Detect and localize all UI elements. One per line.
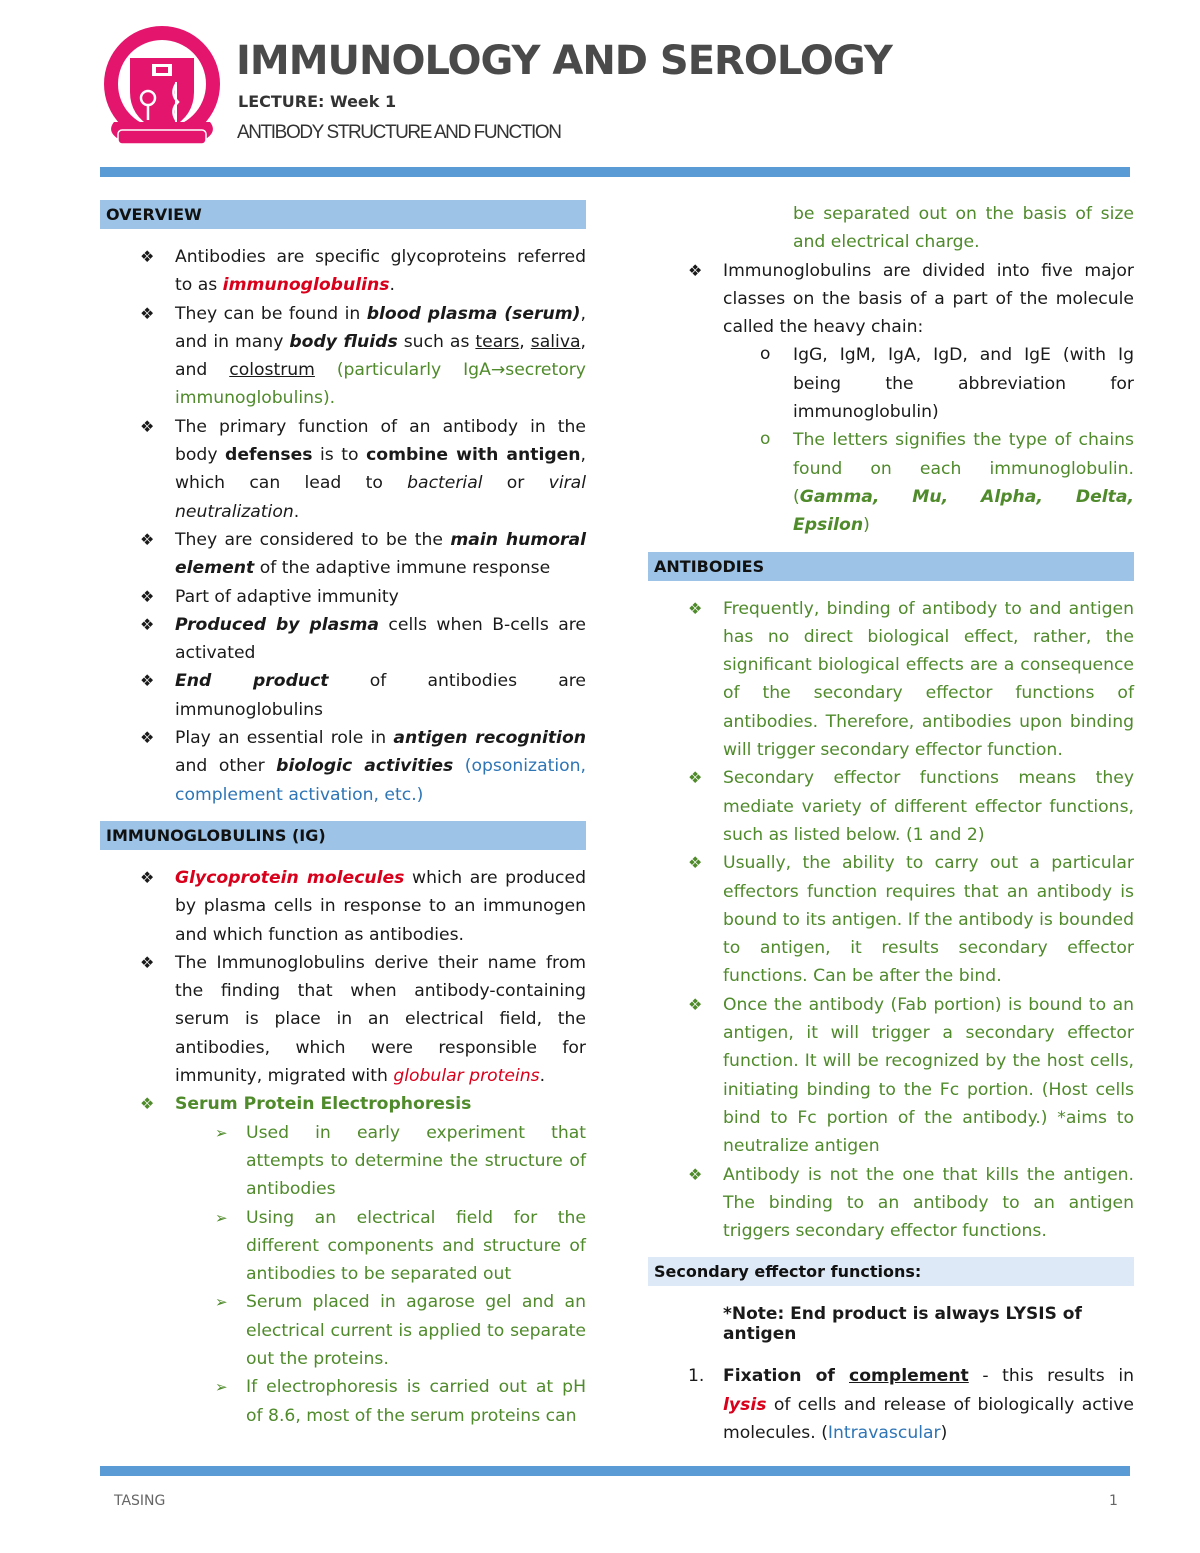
diamond-star-bullet-icon: ❖ (688, 1164, 703, 1184)
diamond-star-bullet-icon: ❖ (140, 247, 155, 266)
lecture-label: LECTURE: Week 1 (238, 92, 397, 111)
list-item: ❖ Produced by plasma cells when B-cells are activated (100, 611, 586, 668)
diamond-star-bullet-icon: ❖ (140, 303, 155, 323)
document-title: IMMUNOLOGY AND SEROLOGY (236, 38, 892, 84)
list-item: ❖ Once the antibody (Fab portion) is bound to an antigen, it will trigger a secondary effector function. It will be recognized by the host cells, initiating binding to the Fc portion. (Host cells bind to Fc portion of the antibody.) *aims to neutralize antigen (648, 991, 1134, 1161)
list-item: ❖ Antibodies are specific glycoproteins referred to as immunoglobulins. (100, 243, 586, 300)
list-item: ❖ The primary function of an antibody in the body defenses is to combine with antigen, which can lead to bacterial or viral neutralization. (100, 413, 586, 526)
diamond-star-bullet-icon: ❖ (140, 1094, 155, 1114)
header-rule (100, 167, 1130, 177)
sub-list-item: ➢ If electrophoresis is carried out at pH of 8.6, most of the serum proteins can (100, 1373, 586, 1430)
numbered-item: 1. Fixation of complement - this results in lysis of cells and release of biologically active molecules. (Intravascular) (688, 1366, 1134, 1443)
list-item: ❖ Part of adaptive immunity (100, 583, 586, 611)
list-item: ❖ Play an essential role in antigen recognition and other biologic activities (opsonization, complement activation, etc.) (100, 724, 586, 809)
sub-list-item-continued: be separated out on the basis of size and electrical charge. (793, 204, 1134, 253)
list-item: ❖ End product of antibodies are immunoglobulins (100, 667, 586, 724)
section-heading-secondary-effector: Secondary effector functions: (648, 1257, 1134, 1286)
left-column (100, 200, 586, 1442)
arrowhead-bullet-icon: ➢ (215, 1293, 228, 1312)
footer-rule (100, 1466, 1130, 1476)
arrowhead-bullet-icon: ➢ (215, 1378, 228, 1397)
diamond-star-bullet-icon: ❖ (140, 416, 155, 436)
section-heading-antibodies: ANTIBODIES (648, 552, 1134, 581)
arrowhead-bullet-icon: ➢ (215, 1123, 228, 1142)
right-column (648, 200, 1134, 1447)
diamond-star-bullet-icon: ❖ (140, 614, 155, 634)
page-number: 1 (1109, 1493, 1118, 1509)
lecture-subject: ANTIBODY STRUCTURE AND FUNCTION (237, 122, 561, 143)
sub-list-item: o The letters signifies the type of chains found on each immunoglobulin. (Gamma, Mu, Alpha, Delta, Epsilon) (648, 426, 1134, 539)
diamond-star-bullet-icon: ❖ (140, 529, 155, 549)
sub-list-item: ➢ Using an electrical field for the different components and structure of antibodies to be separated out (100, 1204, 586, 1289)
sub-list-item: ➢ Serum placed in agarose gel and an electrical current is applied to separate out the proteins. (100, 1288, 586, 1373)
diamond-star-bullet-icon: ❖ (140, 671, 155, 691)
sub-list-item: o IgG, IgM, IgA, IgD, and IgE (with Ig being the abbreviation for immunoglobulin) (648, 341, 1134, 426)
diamond-star-bullet-icon: ❖ (140, 586, 155, 606)
diamond-star-bullet-icon: ❖ (688, 994, 703, 1014)
list-item: ❖ Antibody is not the one that kills the antigen. The binding to an antibody to an antigen triggers secondary effector functions. (648, 1161, 1134, 1246)
footer-author: TASING (114, 1493, 166, 1509)
list-item: ❖ Frequently, binding of antibody to and antigen has no direct biological effect, rather, the significant biological effects are a consequence of the secondary effector functions of antibodies. Therefore, antibodies upon binding will trigger secondary effector function. (648, 595, 1134, 765)
circle-bullet-icon: o (760, 344, 771, 365)
list-item: ❖ Serum Protein Electrophoresis (100, 1090, 586, 1118)
university-seal-logo (100, 22, 224, 154)
diamond-star-bullet-icon: ❖ (140, 867, 155, 887)
immunoglobulins-continued-list (648, 200, 1134, 540)
list-item: ❖ Immunoglobulins are divided into five major classes on the basis of a part of the molecule called the heavy chain: (648, 257, 1134, 342)
list-item: ❖ They can be found in blood plasma (serum), and in many body fluids such as tears, saliva, and colostrum (particularly IgA→secretory immunoglobulins). (100, 300, 586, 413)
diamond-star-bullet-icon: ❖ (688, 853, 703, 873)
immunoglobulins-list (100, 864, 586, 1430)
overview-list (100, 243, 586, 809)
circle-bullet-icon: o (760, 429, 771, 450)
list-item: ❖ Glycoprotein molecules which are produced by plasma cells in response to an immunogen and which function as antibodies. (100, 864, 586, 949)
note-text: *Note: End product is always LYSIS of antigen (723, 1304, 1082, 1345)
diamond-star-bullet-icon: ❖ (140, 728, 155, 748)
diamond-star-bullet-icon: ❖ (688, 260, 703, 280)
section-heading-immunoglobulins: IMMUNOGLOBULINS (IG) (100, 821, 586, 850)
list-item: ❖ Usually, the ability to carry out a particular effectors function requires that an antibody is bound to its antigen. If the antibody is bounded to antigen, it results secondary effector functions. Can be after the bind. (648, 849, 1134, 990)
diamond-star-bullet-icon: ❖ (688, 768, 703, 788)
antibodies-list (648, 595, 1134, 1246)
diamond-star-bullet-icon: ❖ (688, 598, 703, 618)
list-item: ❖ The Immunoglobulins derive their name from the finding that when antibody-containing serum is place in an electrical field, the antibodies, which were responsible for immunity, migrated with globular proteins. (100, 949, 586, 1090)
list-item: ❖ Secondary effector functions means they mediate variety of different effector functions, such as listed below. (1 and 2) (648, 764, 1134, 849)
sub-list-item: ➢ Used in early experiment that attempts to determine the structure of antibodies (100, 1119, 586, 1204)
diamond-star-bullet-icon: ❖ (140, 952, 155, 972)
arrowhead-bullet-icon: ➢ (215, 1208, 228, 1227)
section-heading-overview: OVERVIEW (100, 200, 586, 229)
list-item: ❖ They are considered to be the main humoral element of the adaptive immune response (100, 526, 586, 583)
